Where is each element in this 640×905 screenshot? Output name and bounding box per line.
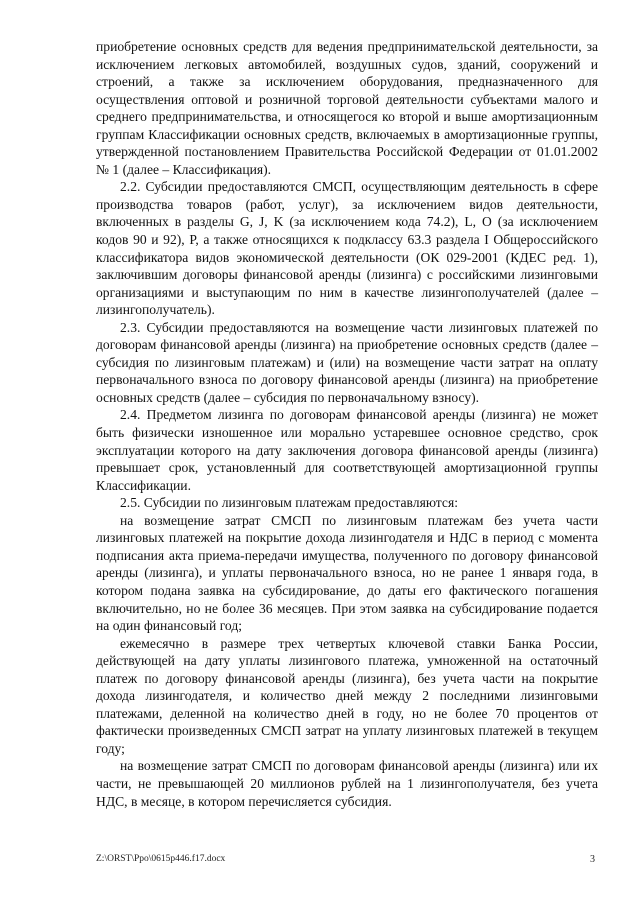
paragraph-2-3: 2.3. Субсидии предоставляются на возмещение части лизинговых платежей по договорам финансовой аренды (лизинга) на приобретение основных средств (далее – субсидия по лизинговым платежам) и (или) на возмещение части затрат на оплату первоначального взноса по договору финансовой аренды (лизинга) на приобретение основных средств (далее – субсидия по первоначальному взносу). bbox=[96, 319, 598, 405]
paragraph-continuation: приобретение основных средств для ведения предпринимательской деятельности, за исключением легковых автомобилей, воздушных судов, зданий, сооружений и строений, а также за исключением оборудования, предназначенного для осуществления оптовой и розничной торговой деятельности субъектами малого и среднего предпринимательства, и относящегося ко второй и выше амортизационным группам Классификации основных средств, включаемых в амортизационные группы, утвержденной постановлением Правительства Российской Федерации от 01.01.2002 № 1 (далее – Классификация). bbox=[96, 39, 598, 177]
footer-file-path: Z:\ORST\Ppo\0615p446.f17.docx bbox=[96, 854, 226, 864]
paragraph-2-5-item-2: ежемесячно в размере трех четвертых ключевой ставки Банка России, действующей на дату уплаты лизингового платежа, умноженной на остаточный платеж по договору финансовой аренды (лизинга), без учета части на покрытие дохода лизингодателя, и количество дней между 2 последними лизинговыми платежами, деленной на количество дней в году, но не более 70 процентов от фактически произведенных СМСП затрат на уплату лизинговых платежей в текущем году; bbox=[96, 635, 598, 756]
paragraph-2-5-item-1: на возмещение затрат СМСП по лизинговым платежам без учета части лизинговых платежей на покрытие дохода лизингодателя и НДС в период с момента подписания акта приема-передачи имущества, полученного по договору финансовой аренды (лизинга), и уплаты первоначального взноса, но не ранее 1 января года, в котором подана заявка на субсидирование, до даты его фактического погашения включительно, но не более 36 месяцев. При этом заявка на субсидирование подается на один финансовый год; bbox=[96, 512, 598, 634]
paragraph-2-4: 2.4. Предметом лизинга по договорам финансовой аренды (лизинга) не может быть физически изношенное или морально устаревшее основное средство, срок эксплуатации которого на дату заключения договора финансовой аренды (лизинга) превышает срок, установленный для соответствующей амортизационной группы Классификации. bbox=[96, 407, 598, 493]
document-body bbox=[96, 38, 598, 810]
paragraph-2-5: 2.5. Субсидии по лизинговым платежам предоставляются: bbox=[120, 495, 458, 511]
page-number: 3 bbox=[590, 854, 595, 865]
paragraph-2-5-item-3: на возмещение затрат СМСП по договорам финансовой аренды (лизинга) или их части, не превышающей 20 миллионов рублей на 1 лизингополучателя, без учета НДС, в месяце, в котором перечисляется субсидия. bbox=[96, 758, 598, 809]
paragraph-2-2: 2.2. Субсидии предоставляются СМСП, осуществляющим деятельность в сфере производства товаров (работ, услуг), за исключением видов деятельности, включенных в разделы G, J, K (за исключением кода 74.2), L, O (за исключением кодов 90 и 92), P, а также относящихся к подклассу 63.3 раздела I Общероссийского классификатора видов экономической деятельности (ОК 029-2001 (КДЕС ред. 1), заключившим договоры финансовой аренды (лизинга) с российскими лизинговыми организациями и выступающим по ним в качестве лизингополучателей (далее – лизингополучатель). bbox=[96, 179, 598, 318]
